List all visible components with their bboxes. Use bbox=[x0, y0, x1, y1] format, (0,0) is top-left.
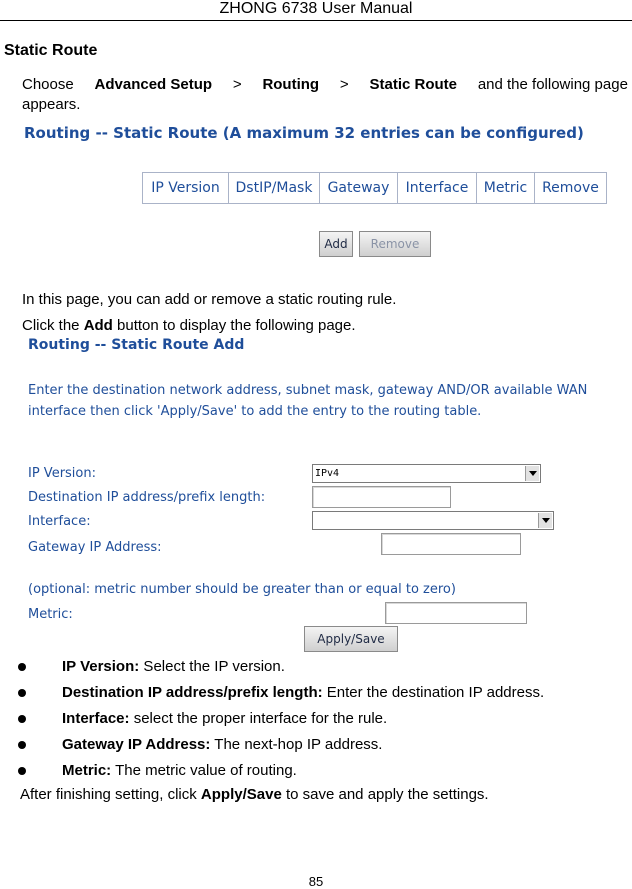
paragraph-1: In this page, you can add or remove a static routing rule. bbox=[22, 291, 397, 308]
metric-label: Metric: bbox=[28, 607, 73, 622]
interface-label: Interface: bbox=[28, 514, 91, 529]
intro-sep: > bbox=[232, 76, 242, 93]
col-remove: Remove bbox=[542, 180, 599, 196]
bullet-desc: Enter the destination IP address. bbox=[322, 684, 545, 701]
figure2-instructions bbox=[28, 380, 587, 422]
intro-choose: Choose bbox=[22, 76, 74, 93]
intro-advanced-setup: Advanced Setup bbox=[94, 76, 213, 93]
bullet-text bbox=[62, 762, 297, 780]
bullet-text bbox=[62, 736, 382, 754]
bullet-term: Interface: bbox=[62, 710, 130, 727]
bullet-dot bbox=[18, 689, 26, 697]
para2-suffix: button to display the following page. bbox=[112, 317, 356, 334]
chevron-down-icon bbox=[538, 513, 552, 528]
ip-version-select[interactable] bbox=[312, 464, 541, 483]
intro-line bbox=[22, 76, 628, 94]
bullet-dot bbox=[18, 715, 26, 723]
col-ip-version: IP Version bbox=[143, 173, 229, 203]
add-button[interactable]: Add bbox=[319, 231, 353, 257]
instruction-line-2: interface then click 'Apply/Save' to add the entry to the routing table. bbox=[28, 404, 482, 419]
page-header: ZHONG 6738 User Manual bbox=[219, 0, 413, 17]
closing-suffix: to save and apply the settings. bbox=[281, 786, 489, 803]
para2-add: Add bbox=[83, 317, 113, 334]
intro-line-2: appears. bbox=[22, 96, 81, 113]
static-route-table bbox=[142, 172, 607, 204]
instruction-line-1: Enter the destination network address, subnet mask, gateway AND/OR available WAN bbox=[28, 383, 588, 398]
bullet-desc: The next-hop IP address. bbox=[210, 736, 383, 753]
bullet-term: Gateway IP Address: bbox=[62, 736, 211, 753]
bullet-term: Destination IP address/prefix length: bbox=[62, 684, 323, 701]
gateway-ip-input[interactable] bbox=[381, 533, 521, 555]
intro-tail: and the following page bbox=[477, 76, 628, 93]
destination-ip-input[interactable] bbox=[312, 486, 451, 508]
bullet-desc: The metric value of routing. bbox=[111, 762, 297, 779]
bullet-term: IP Version: bbox=[62, 658, 140, 675]
bullet-text bbox=[62, 710, 387, 728]
intro-routing: Routing bbox=[262, 76, 320, 93]
metric-input[interactable] bbox=[385, 602, 527, 624]
closing-paragraph bbox=[20, 786, 489, 804]
optional-note: (optional: metric number should be greater than or equal to zero) bbox=[28, 582, 456, 597]
interface-select[interactable] bbox=[312, 511, 554, 530]
bullet-desc: select the proper interface for the rule. bbox=[129, 710, 388, 727]
col-dstip-mask: DstIP/Mask bbox=[229, 173, 320, 203]
page-number: 85 bbox=[308, 874, 324, 889]
bullet-text bbox=[62, 684, 544, 702]
chevron-down-icon bbox=[525, 466, 539, 481]
para2-prefix: Click the bbox=[22, 317, 84, 334]
ip-version-label: IP Version: bbox=[28, 466, 96, 481]
bullet-text bbox=[62, 658, 285, 676]
header-rule bbox=[0, 20, 632, 21]
bullet-desc: Select the IP version. bbox=[139, 658, 285, 675]
bullet-term: Metric: bbox=[62, 762, 112, 779]
bullet-dot bbox=[18, 741, 26, 749]
figure1-title: Routing -- Static Route (A maximum 32 entries can be configured) bbox=[24, 124, 584, 142]
apply-save-button[interactable]: Apply/Save bbox=[304, 626, 398, 652]
intro-sep: > bbox=[339, 76, 349, 93]
destination-label: Destination IP address/prefix length: bbox=[28, 490, 266, 505]
bullet-dot bbox=[18, 767, 26, 775]
paragraph-2 bbox=[22, 317, 356, 335]
col-gateway: Gateway bbox=[320, 173, 398, 203]
closing-prefix: After finishing setting, click bbox=[20, 786, 201, 803]
figure2-title: Routing -- Static Route Add bbox=[28, 337, 245, 353]
col-interface: Interface bbox=[398, 173, 477, 203]
closing-apply-save: Apply/Save bbox=[200, 786, 282, 803]
col-metric: Metric bbox=[477, 173, 535, 203]
bullet-dot bbox=[18, 663, 26, 671]
remove-button[interactable]: Remove bbox=[359, 231, 431, 257]
intro-static-route: Static Route bbox=[369, 76, 457, 93]
ip-version-value: IPv4 bbox=[315, 468, 340, 479]
gateway-label: Gateway IP Address: bbox=[28, 540, 162, 555]
section-title: Static Route bbox=[4, 42, 98, 59]
